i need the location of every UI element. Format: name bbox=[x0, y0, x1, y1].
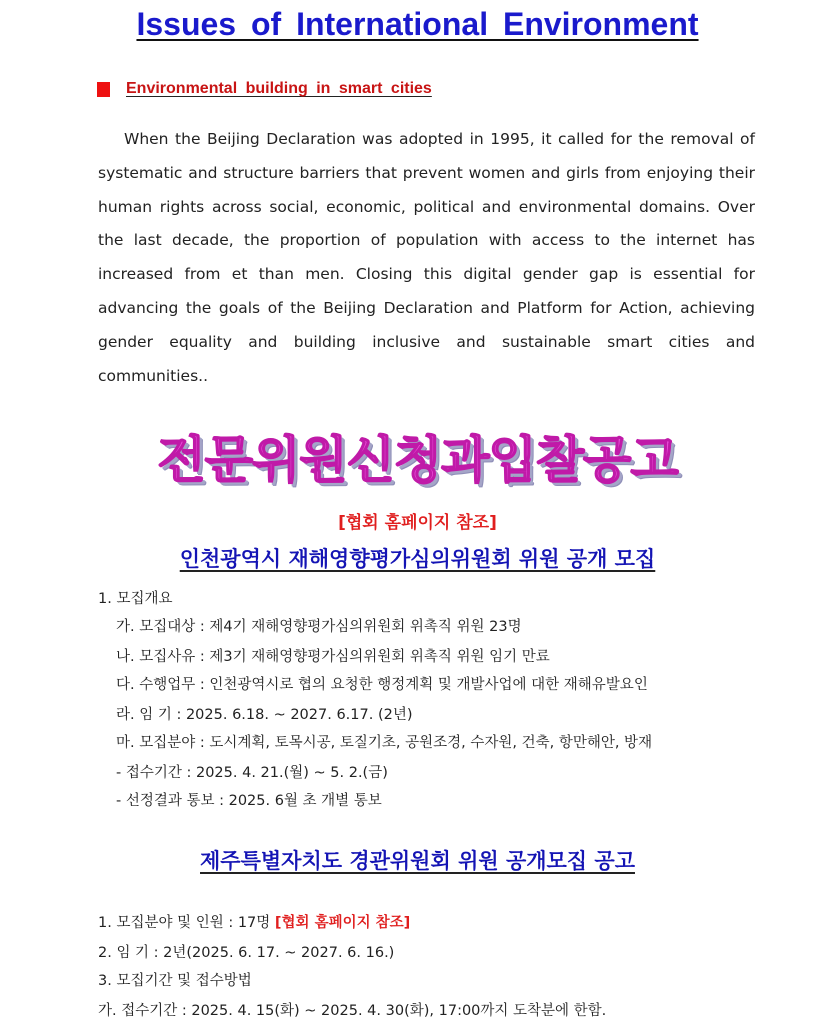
notice-title-incheon: 인천광역시 재해영향평가심의위원회 위원 공개 모집 bbox=[179, 547, 656, 571]
red-square-bullet-icon bbox=[97, 82, 110, 97]
list-item: 나. 모집사유 : 제3기 재해영향평가심의위원회 위촉직 위원 임기 만료 bbox=[116, 649, 550, 665]
banner-heading: 전문위원신청과입찰공고 bbox=[157, 431, 678, 489]
list-item: 가. 모집대상 : 제4기 재해영향평가심의위원회 위촉직 위원 23명 bbox=[116, 619, 522, 635]
notice2-line-1 bbox=[98, 911, 410, 932]
section-title: Environmental building in smart cities bbox=[126, 80, 432, 97]
body-paragraph: When the Beijing Declaration was adopted in 1995, it called for the removal of systematic and structure barriers that prevent women and girls from enjoying their human rights across social, economic, political and environmental domains. Over the last decade, the proportion of population with access to the internet has increased from et than men. Closing this digital gender gap is essential for advancing the goals of the Beijing Declaration and Platform for Action, achieving gender equality and building inclusive and sustainable smart cities and communities.. bbox=[98, 130, 755, 385]
section-heading bbox=[97, 80, 432, 98]
list-item: - 접수기간 : 2025. 4. 21.(월) ~ 5. 2.(금) bbox=[116, 765, 388, 781]
notice2-line-2: 2. 임 기 : 2년(2025. 6. 17. ~ 2027. 6. 16.) bbox=[98, 945, 395, 961]
list-item: 다. 수행업무 : 인천광역시로 협의 요청한 행정계획 및 개발사업에 대한 재해유발요인 bbox=[116, 677, 648, 693]
notice2-line-4: 가. 접수기간 : 2025. 4. 15(화) ~ 2025. 4. 30(화), 17:00까지 도착분에 한함. bbox=[98, 1003, 607, 1019]
reference-note-inline: [협회 홈페이지 참조] bbox=[274, 915, 411, 931]
notice-title-jeju: 제주특별자치도 경관위원회 위원 공개모집 공고 bbox=[200, 849, 635, 873]
reference-note: [협회 홈페이지 참조] bbox=[338, 513, 497, 533]
notice2-line-1-text: 1. 모집분야 및 인원 : 17명 bbox=[98, 915, 275, 931]
list-item: - 선정결과 통보 : 2025. 6월 초 개별 통보 bbox=[116, 793, 382, 809]
notice2-line-3: 3. 모집기간 및 접수방법 bbox=[98, 973, 252, 989]
page-title: Issues of International Environment bbox=[136, 6, 699, 42]
list-item: 마. 모집분야 : 도시계획, 토목시공, 토질기초, 공원조경, 수자원, 건축, 항만해안, 방재 bbox=[116, 735, 653, 751]
list-item: 라. 임 기 : 2025. 6.18. ~ 2027. 6.17. (2년) bbox=[116, 707, 413, 723]
notice1-heading: 1. 모집개요 bbox=[98, 591, 173, 607]
